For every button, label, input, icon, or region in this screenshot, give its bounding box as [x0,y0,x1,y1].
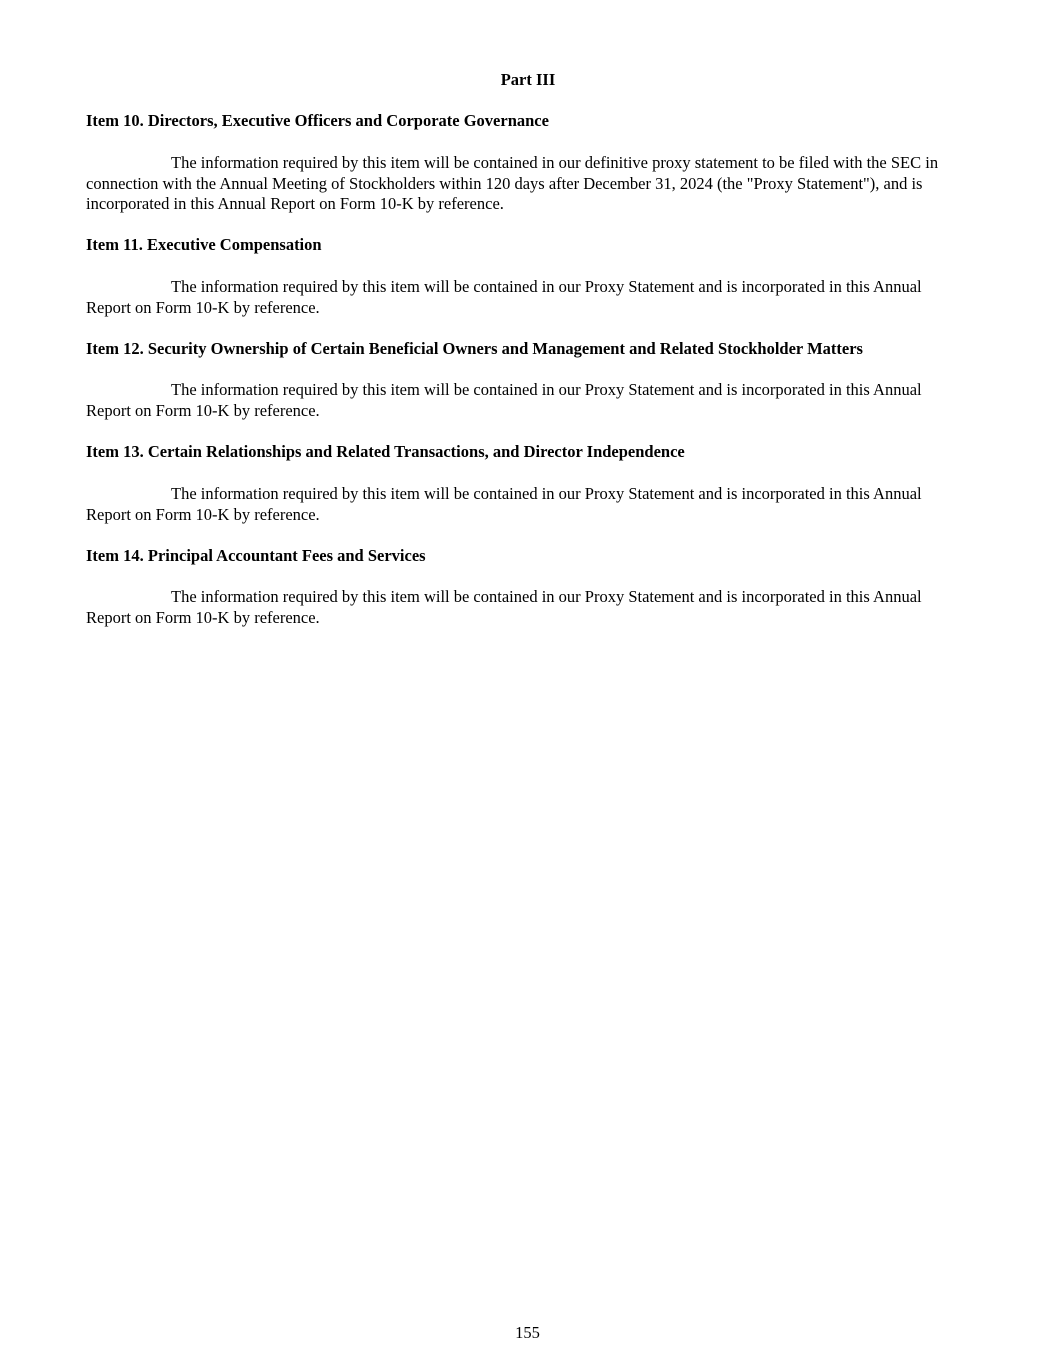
document-page [86,0,970,1365]
item-13-heading: Item 13. Certain Relationships and Related Transactions, and Director Independence [86,442,685,461]
item-12-body: The information required by this item will be contained in our Proxy Statement and is incorporated in this Annual Report on Form 10-K by reference. [86,380,922,420]
item-14-body: The information required by this item will be contained in our Proxy Statement and is incorporated in this Annual Report on Form 10-K by reference. [86,587,922,627]
page-number: 155 [515,1323,540,1342]
item-14-heading: Item 14. Principal Accountant Fees and Services [86,546,426,565]
item-11-heading: Item 11. Executive Compensation [86,235,322,254]
item-10-body: The information required by this item will be contained in our definitive proxy statement to be filed with the SEC in connection with the Annual Meeting of Stockholders within 120 days after December 31, 2024 (the "Proxy Statement"), and is incorporated in this Annual Report on Form 10-K by reference. [86,153,939,214]
item-12-heading: Item 12. Security Ownership of Certain Beneficial Owners and Management and Related Stockholder Matters [86,339,863,358]
item-13-body: The information required by this item will be contained in our Proxy Statement and is incorporated in this Annual Report on Form 10-K by reference. [86,484,922,524]
item-10-heading: Item 10. Directors, Executive Officers and Corporate Governance [86,111,549,130]
item-11-body: The information required by this item will be contained in our Proxy Statement and is incorporated in this Annual Report on Form 10-K by reference. [86,277,922,317]
part-title: Part III [500,70,556,89]
